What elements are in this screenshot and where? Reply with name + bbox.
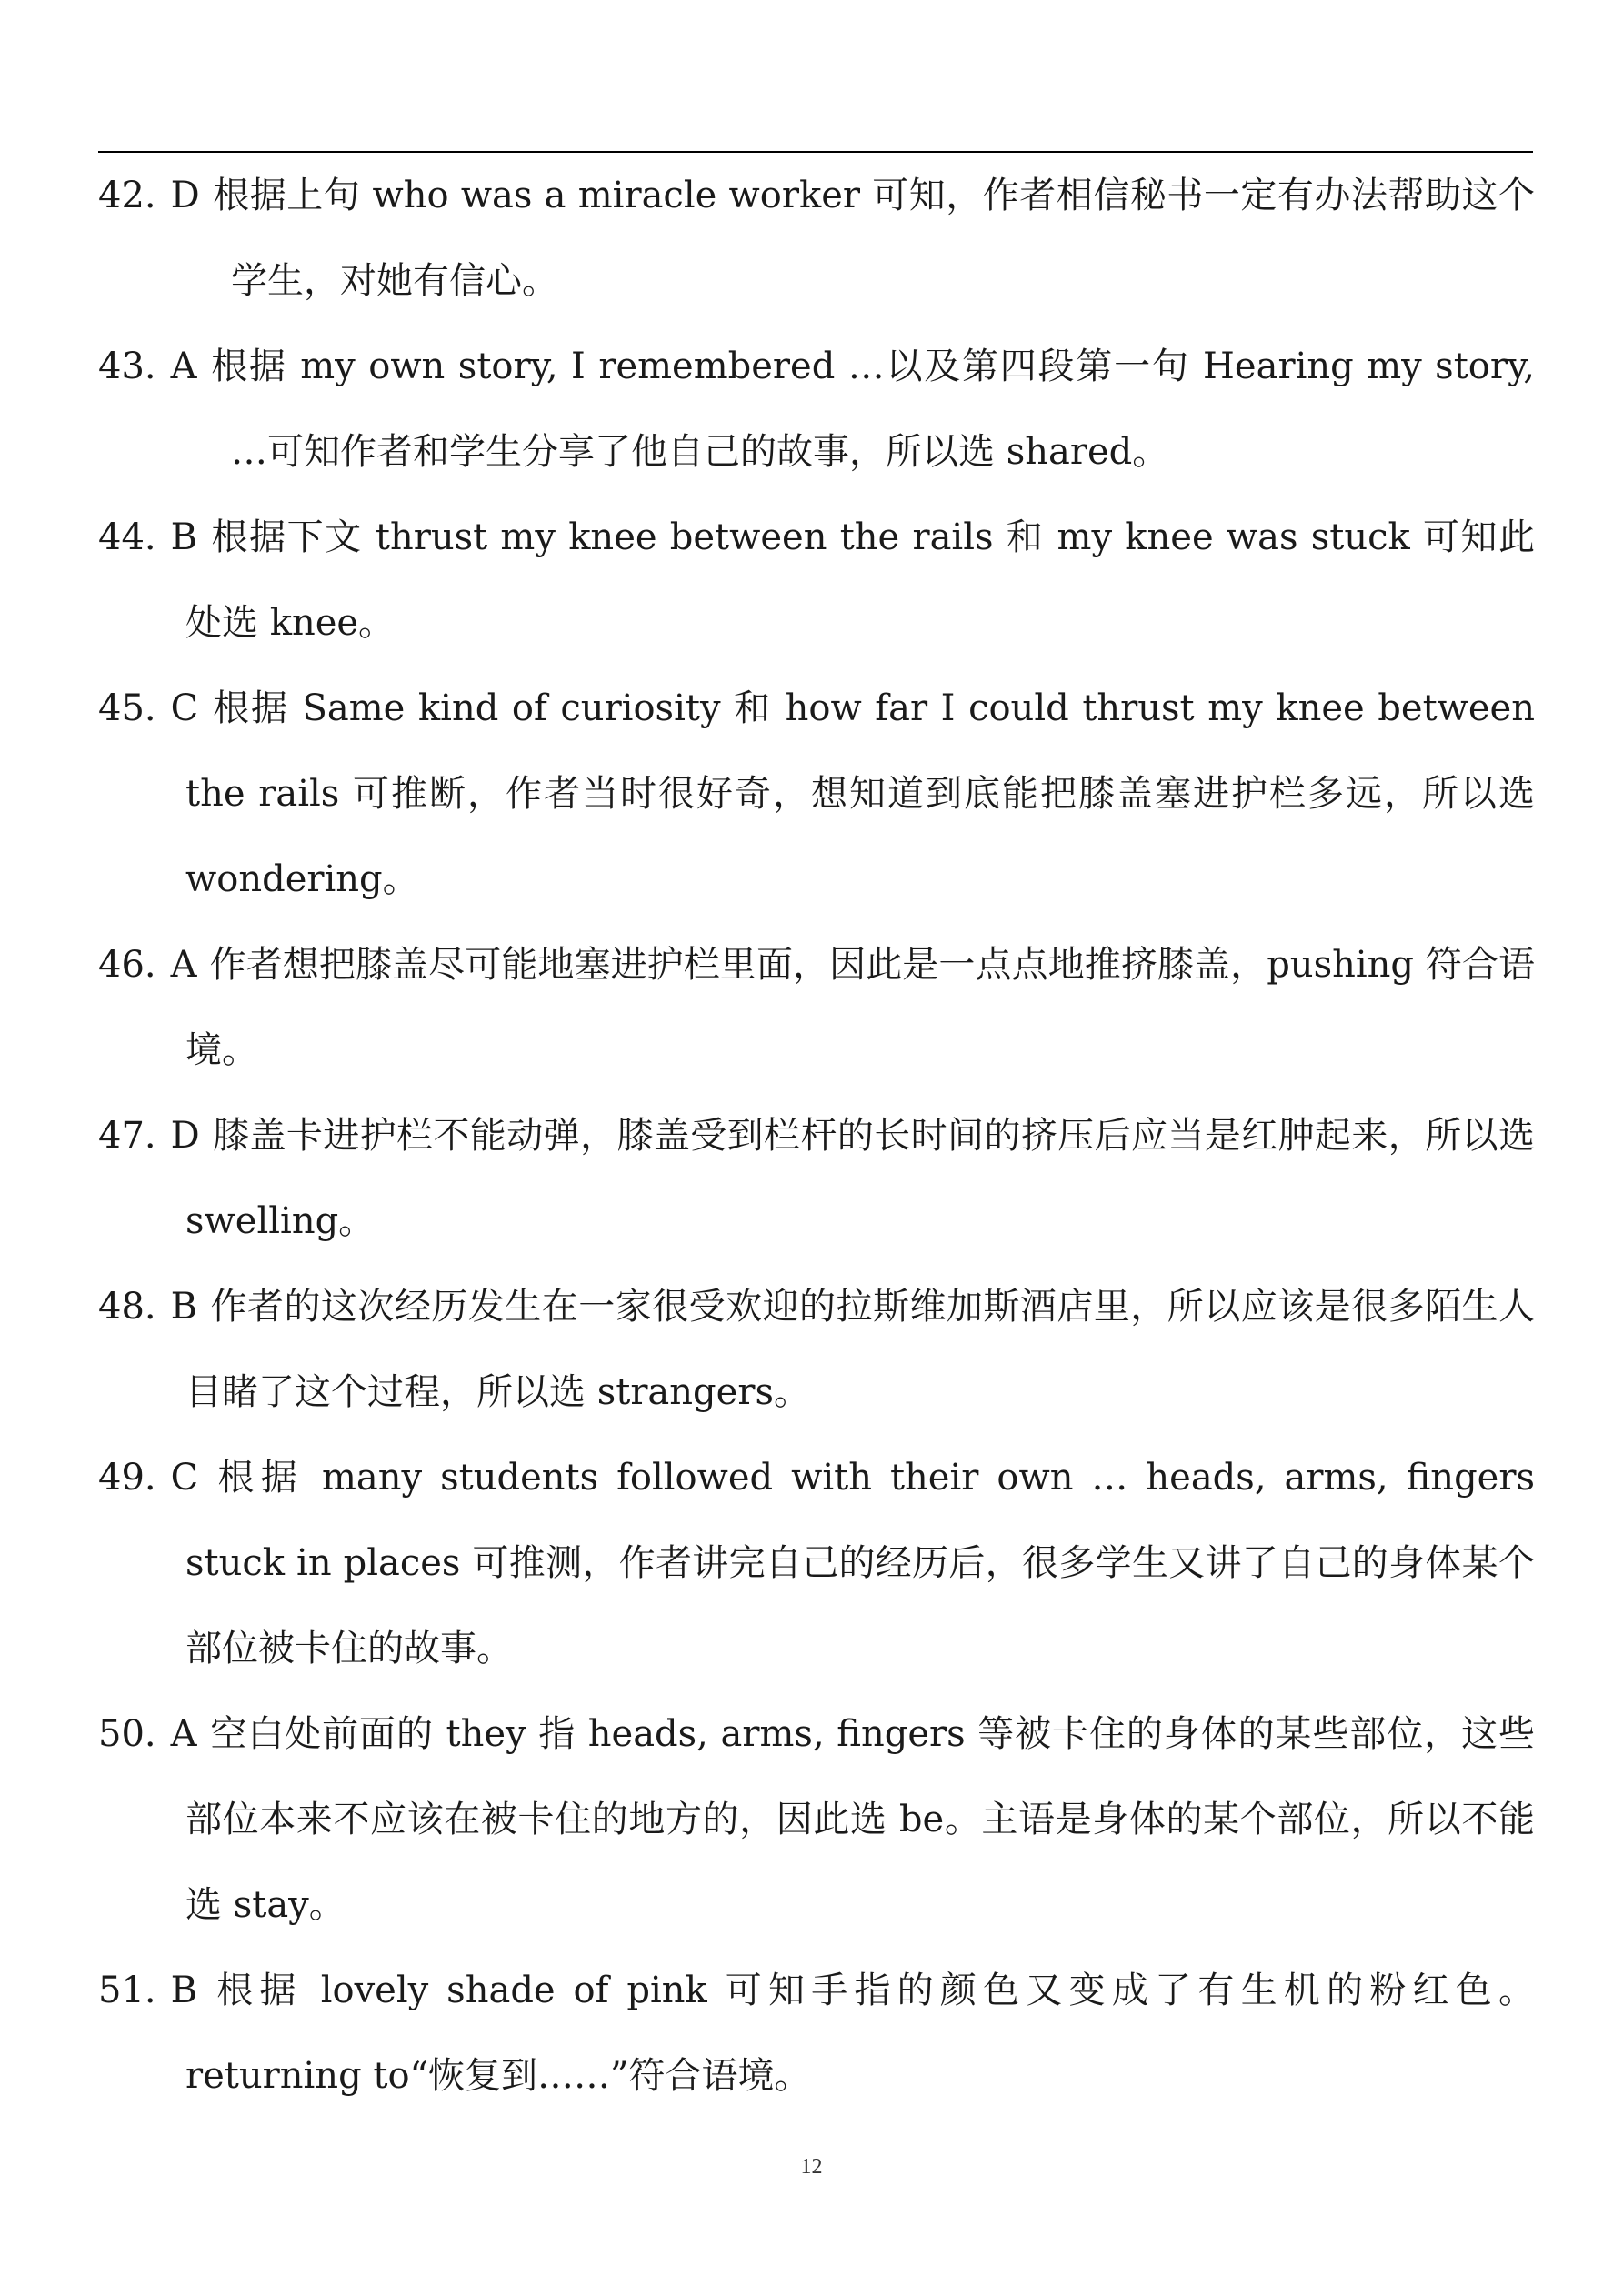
question-number: 47.	[98, 1115, 156, 1157]
question-number: 45.	[98, 687, 156, 729]
answer-list	[98, 153, 1535, 2119]
question-number: 49.	[98, 1457, 156, 1499]
answer-item-47	[98, 1093, 1535, 1264]
answer-key: B	[170, 1970, 198, 2011]
question-number: 42.	[98, 175, 156, 216]
explanation: 膝盖卡进护栏不能动弹，膝盖受到栏杆的长时间的挤压后应当是红肿起来，所以选 swelling。	[185, 1115, 1535, 1242]
explanation: 根据 many students followed with their own … heads, arms, fingers stuck in places 可推测，作者讲完自己的经历后，很多学生又讲了自己的身体某个部位被卡住的故事。	[185, 1457, 1535, 1669]
answer-item-46	[98, 922, 1535, 1093]
explanation: 作者想把膝盖尽可能地塞进护栏里面，因此是一点点地推挤膝盖，pushing 符合语境。	[185, 944, 1535, 1071]
answer-key: A	[170, 944, 197, 986]
explanation: 根据 my own story, I remembered …以及第四段第一句 Hearing my story, …可知作者和学生分享了他自己的故事，所以选 shared。	[209, 346, 1535, 473]
explanation: 根据 lovely shade of pink 可知手指的颜色又变成了有生机的粉红色。returning to“恢复到……”符合语境。	[185, 1970, 1535, 2097]
answer-key: D	[170, 1115, 200, 1157]
question-number: 48.	[98, 1286, 156, 1328]
explanation: 根据 Same kind of curiosity 和 how far I could thrust my knee between the rails 可推断，作者当时很好奇，想知道到底能把膝盖塞进护栏多远，所以选 wondering。	[185, 687, 1535, 900]
answer-key: D	[170, 175, 200, 216]
answer-item-51	[98, 1948, 1535, 2119]
answer-key: B	[170, 1286, 198, 1328]
answer-key: C	[170, 687, 199, 729]
answer-key: B	[170, 516, 198, 558]
answer-key: A	[170, 346, 197, 387]
page-number: 12	[800, 2155, 823, 2179]
answer-key: A	[170, 1713, 197, 1755]
question-number: 51.	[98, 1970, 156, 2011]
explanation: 作者的这次经历发生在一家很受欢迎的拉斯维加斯酒店里，所以应该是很多陌生人目睹了这个过程，所以选 strangers。	[185, 1286, 1535, 1413]
answer-item-49	[98, 1435, 1535, 1691]
answer-key: C	[170, 1457, 199, 1499]
answer-item-43	[98, 324, 1535, 495]
answer-item-44	[98, 495, 1535, 666]
answer-item-42	[98, 153, 1535, 324]
question-number: 46.	[98, 944, 156, 986]
question-number: 50.	[98, 1713, 156, 1755]
question-number: 43.	[98, 346, 156, 387]
answer-item-45	[98, 666, 1535, 922]
answer-item-48	[98, 1264, 1535, 1435]
explanation: 根据上句 who was a miracle worker 可知，作者相信秘书一定有办法帮助这个学生，对她有信心。	[212, 175, 1535, 302]
question-number: 44.	[98, 516, 156, 558]
explanation: 空白处前面的 they 指 heads, arms, fingers 等被卡住的身体的某些部位，这些部位本来不应该在被卡住的地方的，因此选 be。主语是身体的某个部位，所以不能选 stay。	[185, 1713, 1535, 1926]
explanation: 根据下文 thrust my knee between the rails 和 my knee was stuck 可知此处选 knee。	[185, 516, 1535, 644]
answer-item-50	[98, 1691, 1535, 1948]
